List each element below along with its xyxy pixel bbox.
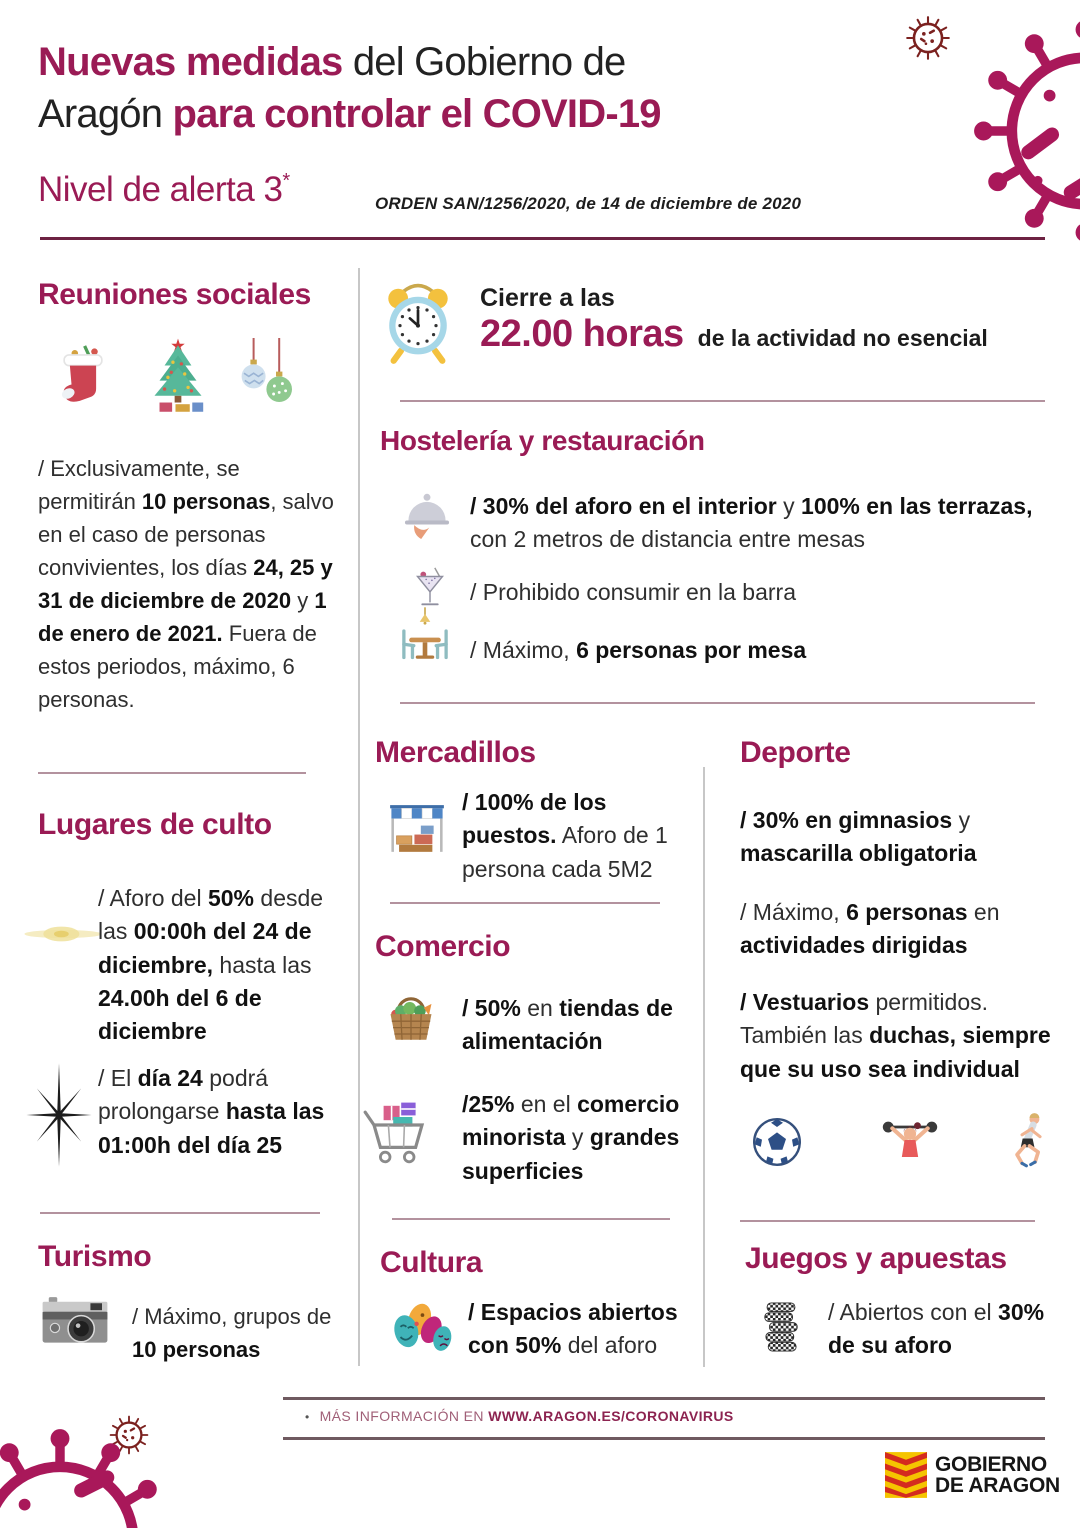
coronavirus-icon-footer: [0, 1422, 178, 1528]
alert-asterisk: *: [282, 170, 290, 192]
section-title-turismo: Turismo: [38, 1240, 152, 1273]
footer-line-top: [283, 1397, 1045, 1400]
divider: [392, 1218, 670, 1220]
footer-info: [305, 1408, 734, 1424]
section-title-juegos: Juegos y apuestas: [745, 1242, 1007, 1275]
hosteleria-item-2: / Prohibido consumir en la barra: [470, 579, 796, 605]
page-title-line2: Aragón para controlar el COVID-19: [38, 92, 661, 136]
section-title-reuniones: Reuniones sociales: [38, 278, 311, 311]
aragon-flag-icon: [885, 1452, 927, 1498]
section-title-mercadillos: Mercadillos: [375, 736, 536, 769]
lugares-item-1: / Aforo del 50% desde las 00:00h del 24 de diciembre, hasta las 24.00h del 6 de diciembre: [98, 885, 324, 1045]
section-title-comercio: Comercio: [375, 930, 511, 963]
hosteleria-item-3: / Máximo, 6 personas por mesa: [470, 637, 807, 663]
hosteleria-item-1: / 30% del aforo en el interior y 100% en las terrazas, con 2 metros de distancia entre mesas: [470, 493, 1033, 553]
footer-line-bottom: [283, 1437, 1045, 1440]
deporte-item-3: / Vestuarios permitidos. También las duchas, siempre que su uso sea individual: [740, 989, 1051, 1082]
section-title-cultura: Cultura: [380, 1246, 483, 1279]
cierre-time: 22.00 horas: [480, 313, 684, 355]
gobierno-aragon-logo: [885, 1452, 1060, 1498]
small-virus-icon: [902, 12, 954, 64]
deporte-item-1: / 30% en gimnasios y mascarilla obligatoria: [740, 807, 977, 867]
section-title-lugares: Lugares de culto: [38, 808, 272, 841]
juegos-item-1: / Abiertos con el 30% de su aforo: [828, 1299, 1045, 1359]
footer-bullet: •: [305, 1410, 310, 1424]
divider: [38, 772, 306, 774]
market-stall-icon: [385, 800, 449, 864]
alarm-clock-icon: [373, 276, 463, 368]
turismo-item-1: / Máximo, grupos de 10 personas: [132, 1304, 332, 1362]
header-divider: [40, 237, 1045, 240]
sparkle-star-icon: [22, 1060, 96, 1170]
footer-info-prefix: MÁS INFORMACIÓN EN: [319, 1408, 489, 1424]
soccer-ball-icon: [747, 1112, 807, 1172]
cierre-block: [480, 284, 988, 356]
divider: [40, 1212, 320, 1214]
alert-level: Nivel de alerta 3*: [38, 170, 290, 209]
deporte-item-2: / Máximo, 6 personas en actividades dirigidas: [740, 899, 1000, 959]
shopping-cart-gifts-icon: [358, 1088, 438, 1178]
camera-icon: [35, 1294, 115, 1348]
cierre-prefix: Cierre a las: [480, 284, 615, 312]
section-title-deporte: Deporte: [740, 736, 851, 769]
cierre-suffix: de la actividad no esencial: [697, 325, 988, 351]
divider: [400, 400, 1045, 402]
christmas-stocking-icon: [42, 338, 124, 426]
candle-glow-icon: [22, 908, 104, 960]
table-chairs-icon: [392, 598, 458, 680]
poker-chips-icon: [752, 1294, 810, 1364]
weightlifter-icon: [876, 1108, 944, 1176]
mercadillos-item-1: / 100% de los puestos. Aforo de 1 persona cada 5M2: [462, 789, 668, 882]
grocery-basket-icon: [378, 986, 444, 1050]
christmas-tree-icon: [136, 332, 220, 426]
serving-cloche-icon: [398, 486, 456, 548]
christmas-ornaments-icon: [228, 330, 308, 426]
lugares-item-2: / El día 24 podrá prolongarse hasta las 01:00h del día 25: [98, 1065, 325, 1158]
cultura-item-1: / Espacios abiertos con 50% del aforo: [468, 1299, 678, 1359]
footer-info-url[interactable]: WWW.ARAGON.ES/CORONAVIRUS: [488, 1408, 734, 1424]
divider: [740, 1220, 1035, 1222]
comercio-item-1: / 50% en tiendas de alimentación: [462, 995, 673, 1055]
coronavirus-icon: [967, 13, 1080, 249]
logo-line1: GOBIERNO: [935, 1453, 1047, 1476]
page-title: [38, 36, 661, 140]
section-title-hosteleria: Hostelería y restauración: [380, 425, 705, 456]
page-title-line1: Nuevas medidas del Gobierno de: [38, 40, 626, 84]
divider: [400, 702, 1035, 704]
runner-icon: [996, 1106, 1058, 1176]
comercio-item-2: /25% en el comercio minorista y grandes superficies: [462, 1091, 680, 1184]
reuniones-text: / Exclusivamente, se permitirán 10 personas, salvo en el caso de personas convivientes, los días 24, 25 y 31 de diciembre de 2020 y 1 de enero de 2021. Fuera de estos periodos, máximo, 6 personas.: [38, 456, 334, 712]
vertical-divider-left: [358, 268, 360, 1366]
order-reference: ORDEN SAN/1256/2020, de 14 de diciembre de 2020: [375, 194, 802, 213]
divider: [390, 902, 660, 904]
theater-masks-icon: [383, 1296, 459, 1362]
logo-line2: DE ARAGON: [935, 1474, 1060, 1497]
